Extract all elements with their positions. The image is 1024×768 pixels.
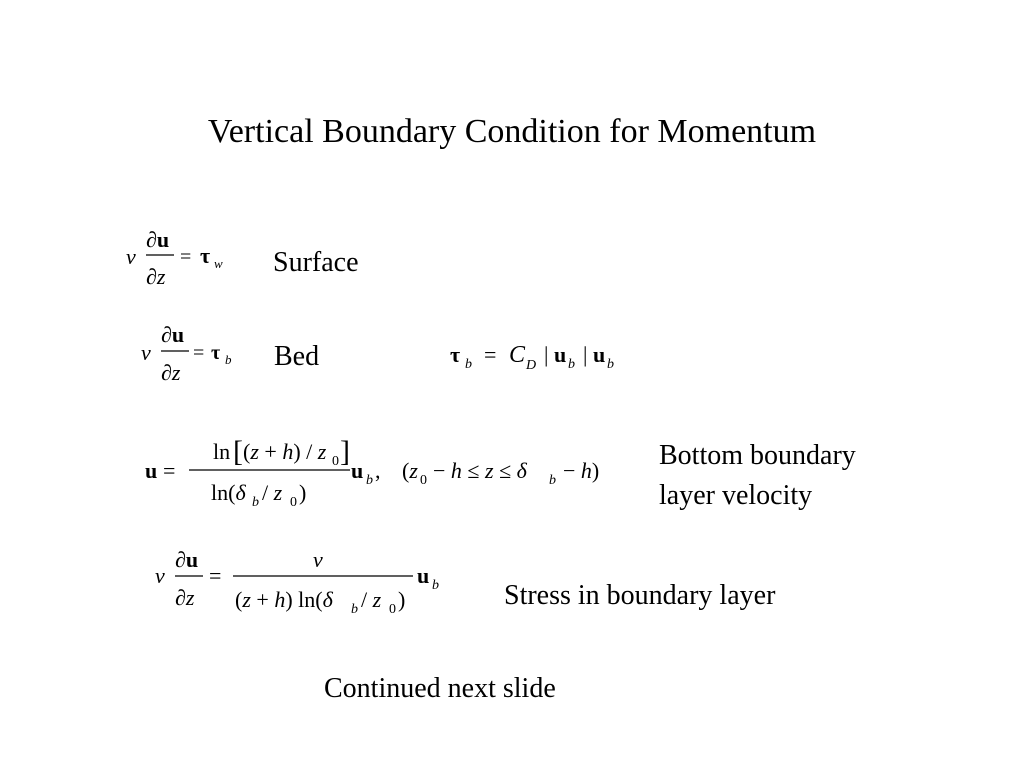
- svg-text:∂u: ∂u: [161, 322, 185, 347]
- svg-text:=: =: [209, 563, 222, 588]
- svg-text:,: ,: [375, 458, 381, 483]
- label-continued: Continued next slide: [324, 673, 556, 704]
- svg-text:u: u: [145, 458, 158, 483]
- svg-text:b: b: [351, 602, 358, 617]
- svg-text:[: [: [233, 435, 243, 468]
- svg-text:b: b: [252, 495, 259, 510]
- label-bottom-layer-line2: layer velocity: [659, 480, 813, 511]
- svg-text:(z: (z: [402, 458, 418, 483]
- svg-text:ln: ln: [213, 439, 231, 464]
- svg-text:b: b: [607, 357, 614, 372]
- svg-text:=: =: [193, 342, 205, 364]
- svg-text:τ: τ: [450, 342, 461, 367]
- svg-text:∂u: ∂u: [146, 227, 170, 252]
- svg-text:b: b: [366, 473, 373, 488]
- svg-text:/ z: / z: [361, 587, 382, 612]
- svg-text:0: 0: [420, 473, 427, 488]
- label-bed: Bed: [274, 341, 320, 372]
- svg-text:τ: τ: [211, 342, 221, 364]
- svg-text:|: |: [583, 342, 588, 367]
- label-surface: Surface: [273, 247, 359, 278]
- svg-text:ν: ν: [126, 244, 136, 269]
- svg-text:/ z: / z: [262, 480, 283, 505]
- svg-text:u: u: [593, 342, 606, 367]
- svg-text:b: b: [225, 352, 232, 367]
- svg-text:− h): − h): [563, 458, 600, 483]
- equation-boundary-stress: [155, 543, 450, 623]
- svg-text:(z + h) ln(δ: (z + h) ln(δ: [235, 587, 333, 612]
- svg-text:b: b: [432, 578, 439, 593]
- svg-text:(z + h) / z: (z + h) / z: [243, 439, 327, 464]
- svg-text:u: u: [417, 563, 430, 588]
- svg-text:ln(δ: ln(δ: [211, 480, 246, 505]
- svg-text:b: b: [549, 473, 556, 488]
- svg-text:u: u: [554, 342, 567, 367]
- label-bottom-layer-line1: Bottom boundary: [659, 440, 856, 471]
- svg-text:=: =: [180, 246, 192, 268]
- svg-text:=: =: [484, 342, 497, 367]
- svg-text:∂z: ∂z: [175, 585, 195, 610]
- equation-bed: [141, 320, 251, 386]
- svg-text:ν: ν: [141, 340, 151, 365]
- svg-text:− h ≤ z ≤ δ: − h ≤ z ≤ δ: [433, 458, 527, 483]
- svg-text:ν: ν: [313, 547, 323, 572]
- svg-text:ν: ν: [155, 563, 165, 588]
- svg-text:∂z: ∂z: [161, 360, 181, 385]
- svg-text:b: b: [465, 357, 472, 372]
- svg-text:∂z: ∂z: [146, 264, 166, 289]
- svg-text:): ): [398, 587, 406, 612]
- equation-bed-stress: [450, 336, 665, 376]
- svg-text:|: |: [544, 342, 549, 367]
- svg-text:w: w: [214, 256, 223, 271]
- svg-text:u: u: [351, 458, 364, 483]
- slide-title: Vertical Boundary Condition for Momentum: [207, 113, 817, 150]
- svg-text:b: b: [568, 357, 575, 372]
- svg-text:τ: τ: [200, 243, 211, 268]
- svg-text:]: ]: [340, 435, 350, 468]
- svg-text:D: D: [526, 358, 537, 373]
- svg-text:=: =: [163, 458, 176, 483]
- svg-text:0: 0: [389, 602, 396, 617]
- svg-text:C: C: [509, 342, 526, 368]
- label-stress: Stress in boundary layer: [504, 580, 776, 611]
- equation-surface: [126, 226, 241, 292]
- svg-text:∂u: ∂u: [175, 547, 199, 572]
- svg-text:0: 0: [332, 454, 339, 469]
- svg-text:): ): [299, 480, 307, 505]
- equation-bottom-velocity: [145, 431, 625, 511]
- svg-text:0: 0: [290, 495, 297, 510]
